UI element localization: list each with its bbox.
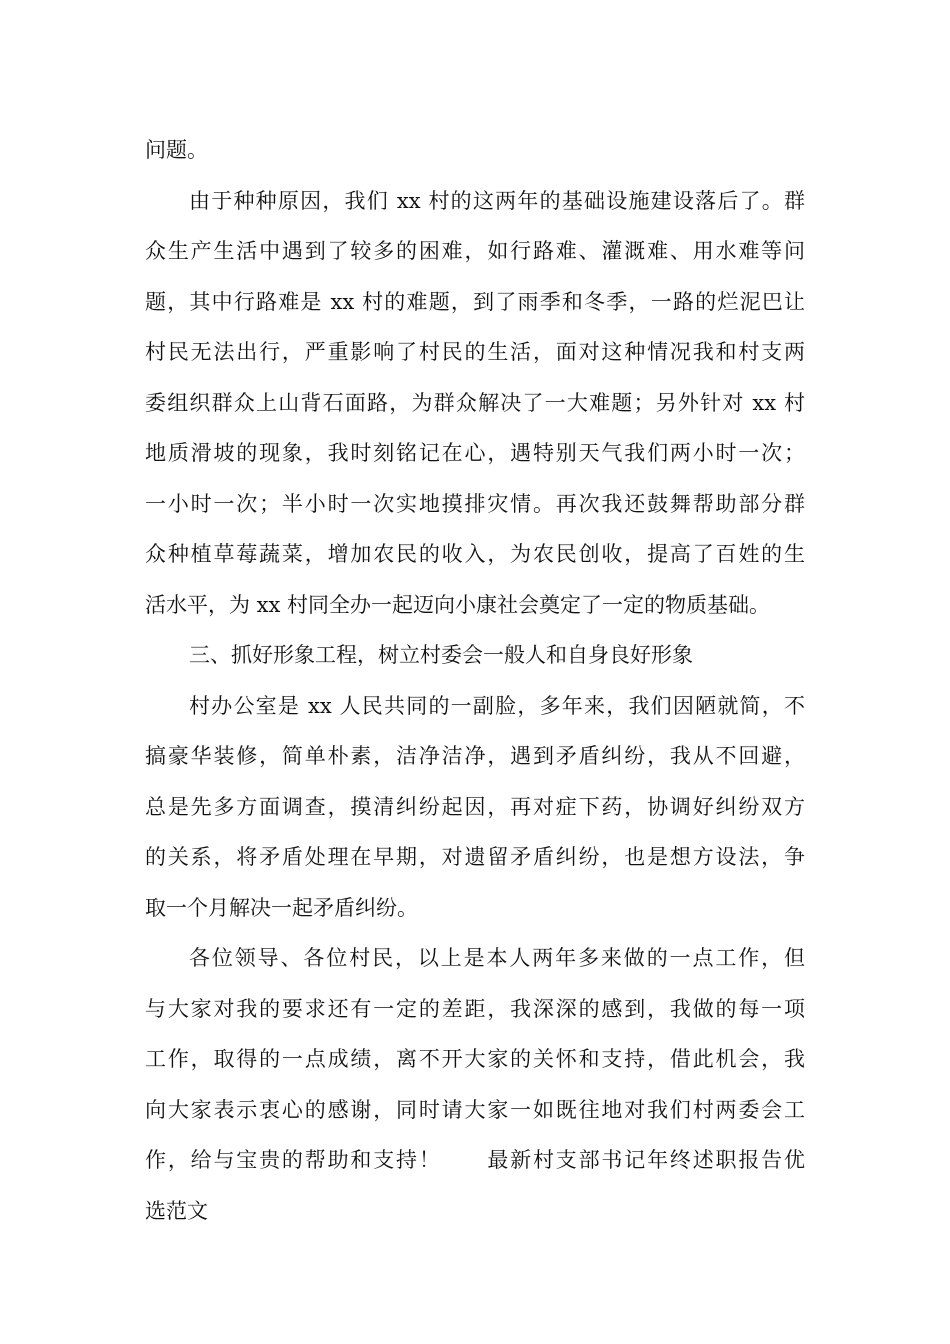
text-line: 取一个月解决一起矛盾纠纷。 — [145, 896, 418, 920]
paragraph-start-line: 由于种种原因，我们 xx 村的这两年的基础设施建设落后了。群 — [189, 189, 805, 213]
text-line: 活水平，为 xx 村同全办一起迈向小康社会奠定了一定的物质基础。 — [145, 593, 771, 617]
text-line: 总是先多方面调查，摸清纠纷起因，再对症下药，协调好纠纷双方 — [145, 795, 805, 819]
text-line: 众种植草莓蔬菜，增加农民的收入，为农民创收，提高了百姓的生 — [145, 542, 805, 566]
text-line: 搞豪华装修，简单朴素，洁净洁净，遇到矛盾纠纷，我从不回避， — [145, 744, 805, 768]
section-heading: 三、抓好形象工程，树立村委会一般人和自身良好形象 — [189, 643, 693, 667]
text-line: 向大家表示衷心的感谢，同时请大家一如既往地对我们村两委会工 — [145, 1098, 805, 1122]
text-line: 与大家对我的要求还有一定的差距，我深深的感到，我做的每一项 — [145, 997, 805, 1021]
text-line: 题，其中行路难是 xx 村的难题，到了雨季和冬季，一路的烂泥巴让 — [145, 290, 805, 314]
paragraph-start-line: 各位领导、各位村民，以上是本人两年多来做的一点工作，但 — [189, 946, 805, 970]
text-line: 选范文 — [145, 1199, 208, 1223]
text-line: 工作，取得的一点成绩，离不开大家的关怀和支持，借此机会，我 — [145, 1047, 805, 1071]
text-line: 问题。 — [145, 138, 208, 162]
text-line: 作，给与宝贵的帮助和支持！ 最新村支部书记年终述职报告优 — [145, 1148, 805, 1172]
paragraph-start-line: 村办公室是 xx 人民共同的一副脸，多年来，我们因陋就简，不 — [189, 694, 805, 718]
text-line: 村民无法出行，严重影响了村民的生活，面对这种情况我和村支两 — [145, 340, 805, 364]
text-line: 众生产生活中遇到了较多的困难，如行路难、灌溉难、用水难等问 — [145, 239, 805, 263]
text-line: 一小时一次；半小时一次实地摸排灾情。再次我还鼓舞帮助部分群 — [145, 492, 805, 516]
text-line: 地质滑坡的现象，我时刻铭记在心，遇特别天气我们两小时一次； — [145, 441, 805, 465]
text-line: 委组织群众上山背石面路，为群众解决了一大难题；另外针对 xx 村 — [145, 391, 805, 415]
text-line: 的关系，将矛盾处理在早期，对遗留矛盾纠纷，也是想方设法，争 — [145, 845, 805, 869]
